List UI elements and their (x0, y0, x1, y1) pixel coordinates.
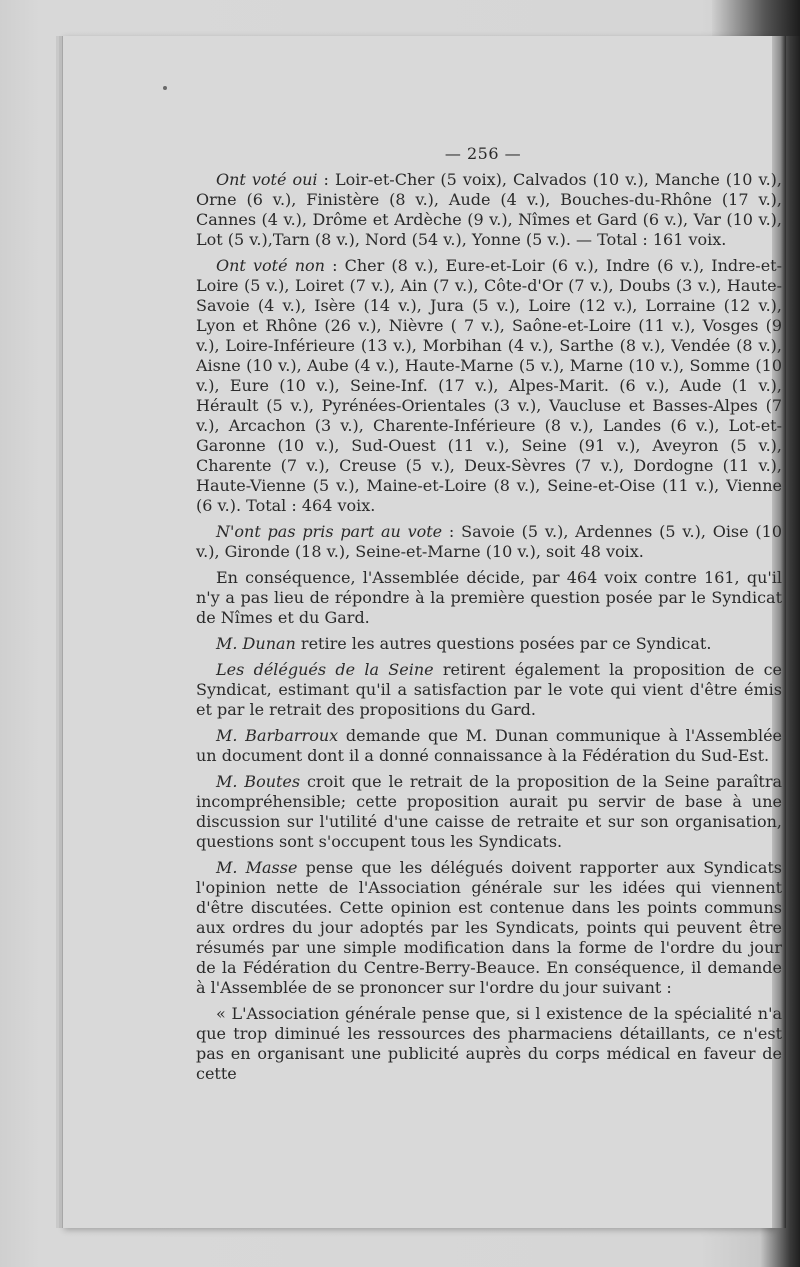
paragraph-lead: Ont voté oui (216, 170, 318, 189)
ink-speck (163, 86, 167, 90)
paragraph-dunan (196, 634, 782, 654)
paragraph-order-of-day (196, 1004, 782, 1084)
paragraph-abstained (196, 522, 782, 562)
paragraph-body: : Savoie (5 v.), Ardennes (5 v.), Oise (10 v.), Gironde (18 v.), Seine-et-Marne (10 v.), soit 48 voix. (196, 522, 782, 561)
paragraph-body: : Loir-et-Cher (5 voix), Calvados (10 v.), Manche (10 v.), Orne (6 v.), Finistère (8 v.), Aude (4 v.), Bouches-du-Rhône (17 v.), Cannes (4 v.), Drôme et Ardèche (9 v.), Nîmes et Gard (6 v.), Var (10 v.), Lot (5 v.),Tarn (8 v.), Nord (54 v.), Yonne (5 v.). — Total : 161 voix. (196, 170, 782, 249)
paragraph-body: En conséquence, l'Assemblée décide, par 464 voix contre 161, qu'il n'y a pas lieu de répondre à la première question posée par le Syndicat de Nîmes et du Gard. (196, 568, 782, 627)
paragraph-decision (196, 568, 782, 628)
paragraph-seine-delegates (196, 660, 782, 720)
paragraph-lead: Ont voté non (216, 256, 325, 275)
paragraph-body: croit que le retrait de la proposition de la Seine paraîtra incompréhensible; cette proposition aurait pu servir de base à une discussion sur l'utilité d'une caisse de retraite et sur son organisation, questions sont s'occupent tous les Syndicats. (196, 772, 783, 851)
paragraph-body: demande que M. Dunan communique à l'Assemblée un document dont il a donné connaissance à la Fédération du Sud-Est. (196, 726, 782, 765)
paragraph-body: : Cher (8 v.), Eure-et-Loir (6 v.), Indre (6 v.), Indre-et-Loire (5 v.), Loiret (7 v.), Ain (7 v.), Côte-d'Or (7 v.), Doubs (3 v.), Haute-Savoie (4 v.), Isère (14 v.), Jura (5 v.), Loire (12 v.), Lorraine (12 v.), Lyon et Rhône (26 v.), Nièvre ( 7 v.), Saône-et-Loire (11 v.), Vosges (9 v.), Loire-Inférieure (13 v.), Morbihan (4 v.), Sarthe (8 v.), Vendée (8 v.), Aisne (10 v.), Aube (4 v.), Haute-Marne (5 v.), Marne (10 v.), Somme (10 v.), Eure (10 v.), Seine-Inf. (17 v.), Alpes-Marit. (6 v.), Aude (1 v.), Hérault (5 v.), Pyrénées-Orientales (3 v.), Vaucluse et Basses-Alpes (7 v.), Arcachon (3 v.), Charente-Inférieure (8 v.), Landes (6 v.), Lot-et-Garonne (10 v.), Sud-Ouest (11 v.), Seine (91 v.), Aveyron (5 v.), Charente (7 v.), Creuse (5 v.), Deux-Sèvres (7 v.), Dordogne (11 v.), Haute-Vienne (5 v.), Maine-et-Loire (8 v.), Seine-et-Oise (11 v.), Vienne (6 v.). Total : 464 voix. (196, 256, 782, 515)
paragraph-body: pense que les délégués doivent rapporter aux Syndicats l'opinion nette de l'Association générale sur les idées qui viennent d'être discutées. Cette opinion est contenue dans les points communs aux ordres du jour adoptés par les Syndicats, points qui peuvent être résumés par une simple modification dans la forme de l'ordre du jour de la Fédération du Centre-Berry-Beauce. En conséquence, il demande à l'Assemblée de se prononcer sur l'ordre du jour suivant : (196, 858, 783, 997)
page-number: — 256 — (444, 144, 522, 163)
paragraph-body: « L'Association générale pense que, si l existence de la spécialité n'a que trop diminué les ressources des pharmaciens détaillants, ce n'est pas en organisant une publicité auprès du corps médical en faveur de cette (196, 1004, 782, 1083)
paragraph-lead: M. Dunan (216, 634, 296, 653)
paragraph-masse (196, 858, 782, 998)
paragraph-barbarroux (196, 726, 782, 766)
paragraph-lead: M. Boutes (216, 772, 301, 791)
paragraph-lead: M. Masse (216, 858, 298, 877)
paragraph-lead: M. Barbarroux (216, 726, 339, 745)
paragraph-lead: Les délégués de la Seine (216, 660, 434, 679)
paragraph-voted-yes (196, 170, 782, 250)
paragraph-lead: N'ont pas pris part au vote (216, 522, 443, 541)
paragraph-boutes (196, 772, 782, 852)
paragraph-voted-no (196, 256, 782, 516)
page-text (196, 142, 782, 1084)
scan-corner-shadow (712, 0, 800, 36)
paragraph-body: retirent également la proposition de ce Syndicat, estimant qu'il a satisfaction par le vote qui vient d'être émis et par le retrait des propositions du Gard. (196, 660, 783, 719)
paragraph-body: retire les autres questions posées par ce Syndicat. (295, 634, 712, 653)
